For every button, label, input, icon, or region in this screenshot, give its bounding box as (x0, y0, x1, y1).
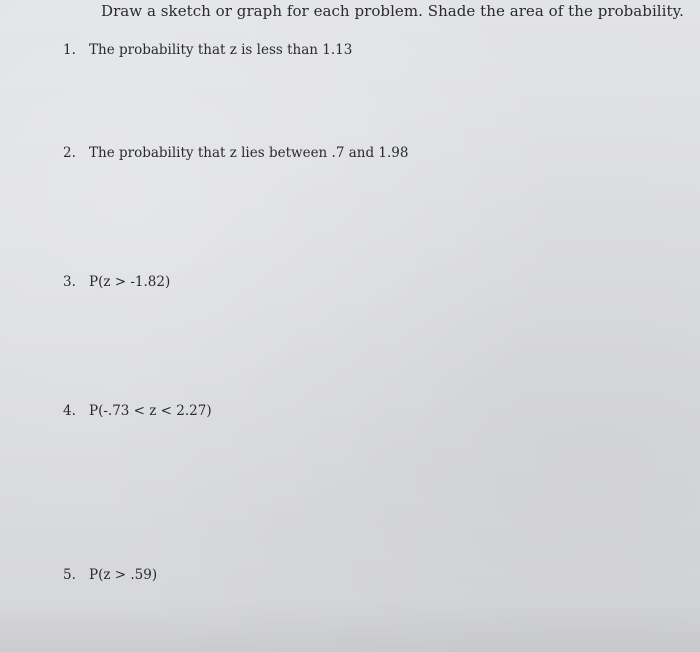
problem-text: The probability that z is less than 1.13 (89, 42, 353, 58)
problem-number: 3. (63, 274, 76, 290)
instructions-heading: Draw a sketch or graph for each problem. Shade the area of the probability. (101, 2, 684, 20)
problem-text: P(z > .59) (89, 567, 158, 583)
problem-1 (63, 42, 352, 58)
problem-number: 5. (63, 567, 76, 583)
problem-text: P(-.73 < z < 2.27) (89, 403, 212, 419)
problem-2 (63, 145, 408, 161)
problem-text: P(z > -1.82) (89, 274, 171, 290)
problem-number: 4. (63, 403, 76, 419)
problem-text: The probability that z lies between .7 and 1.98 (89, 145, 409, 161)
page-shadow (0, 598, 700, 652)
problem-number: 2. (63, 145, 76, 161)
problem-5 (63, 567, 157, 583)
problem-number: 1. (63, 42, 76, 58)
problem-4 (63, 403, 212, 419)
problem-3 (63, 274, 170, 290)
